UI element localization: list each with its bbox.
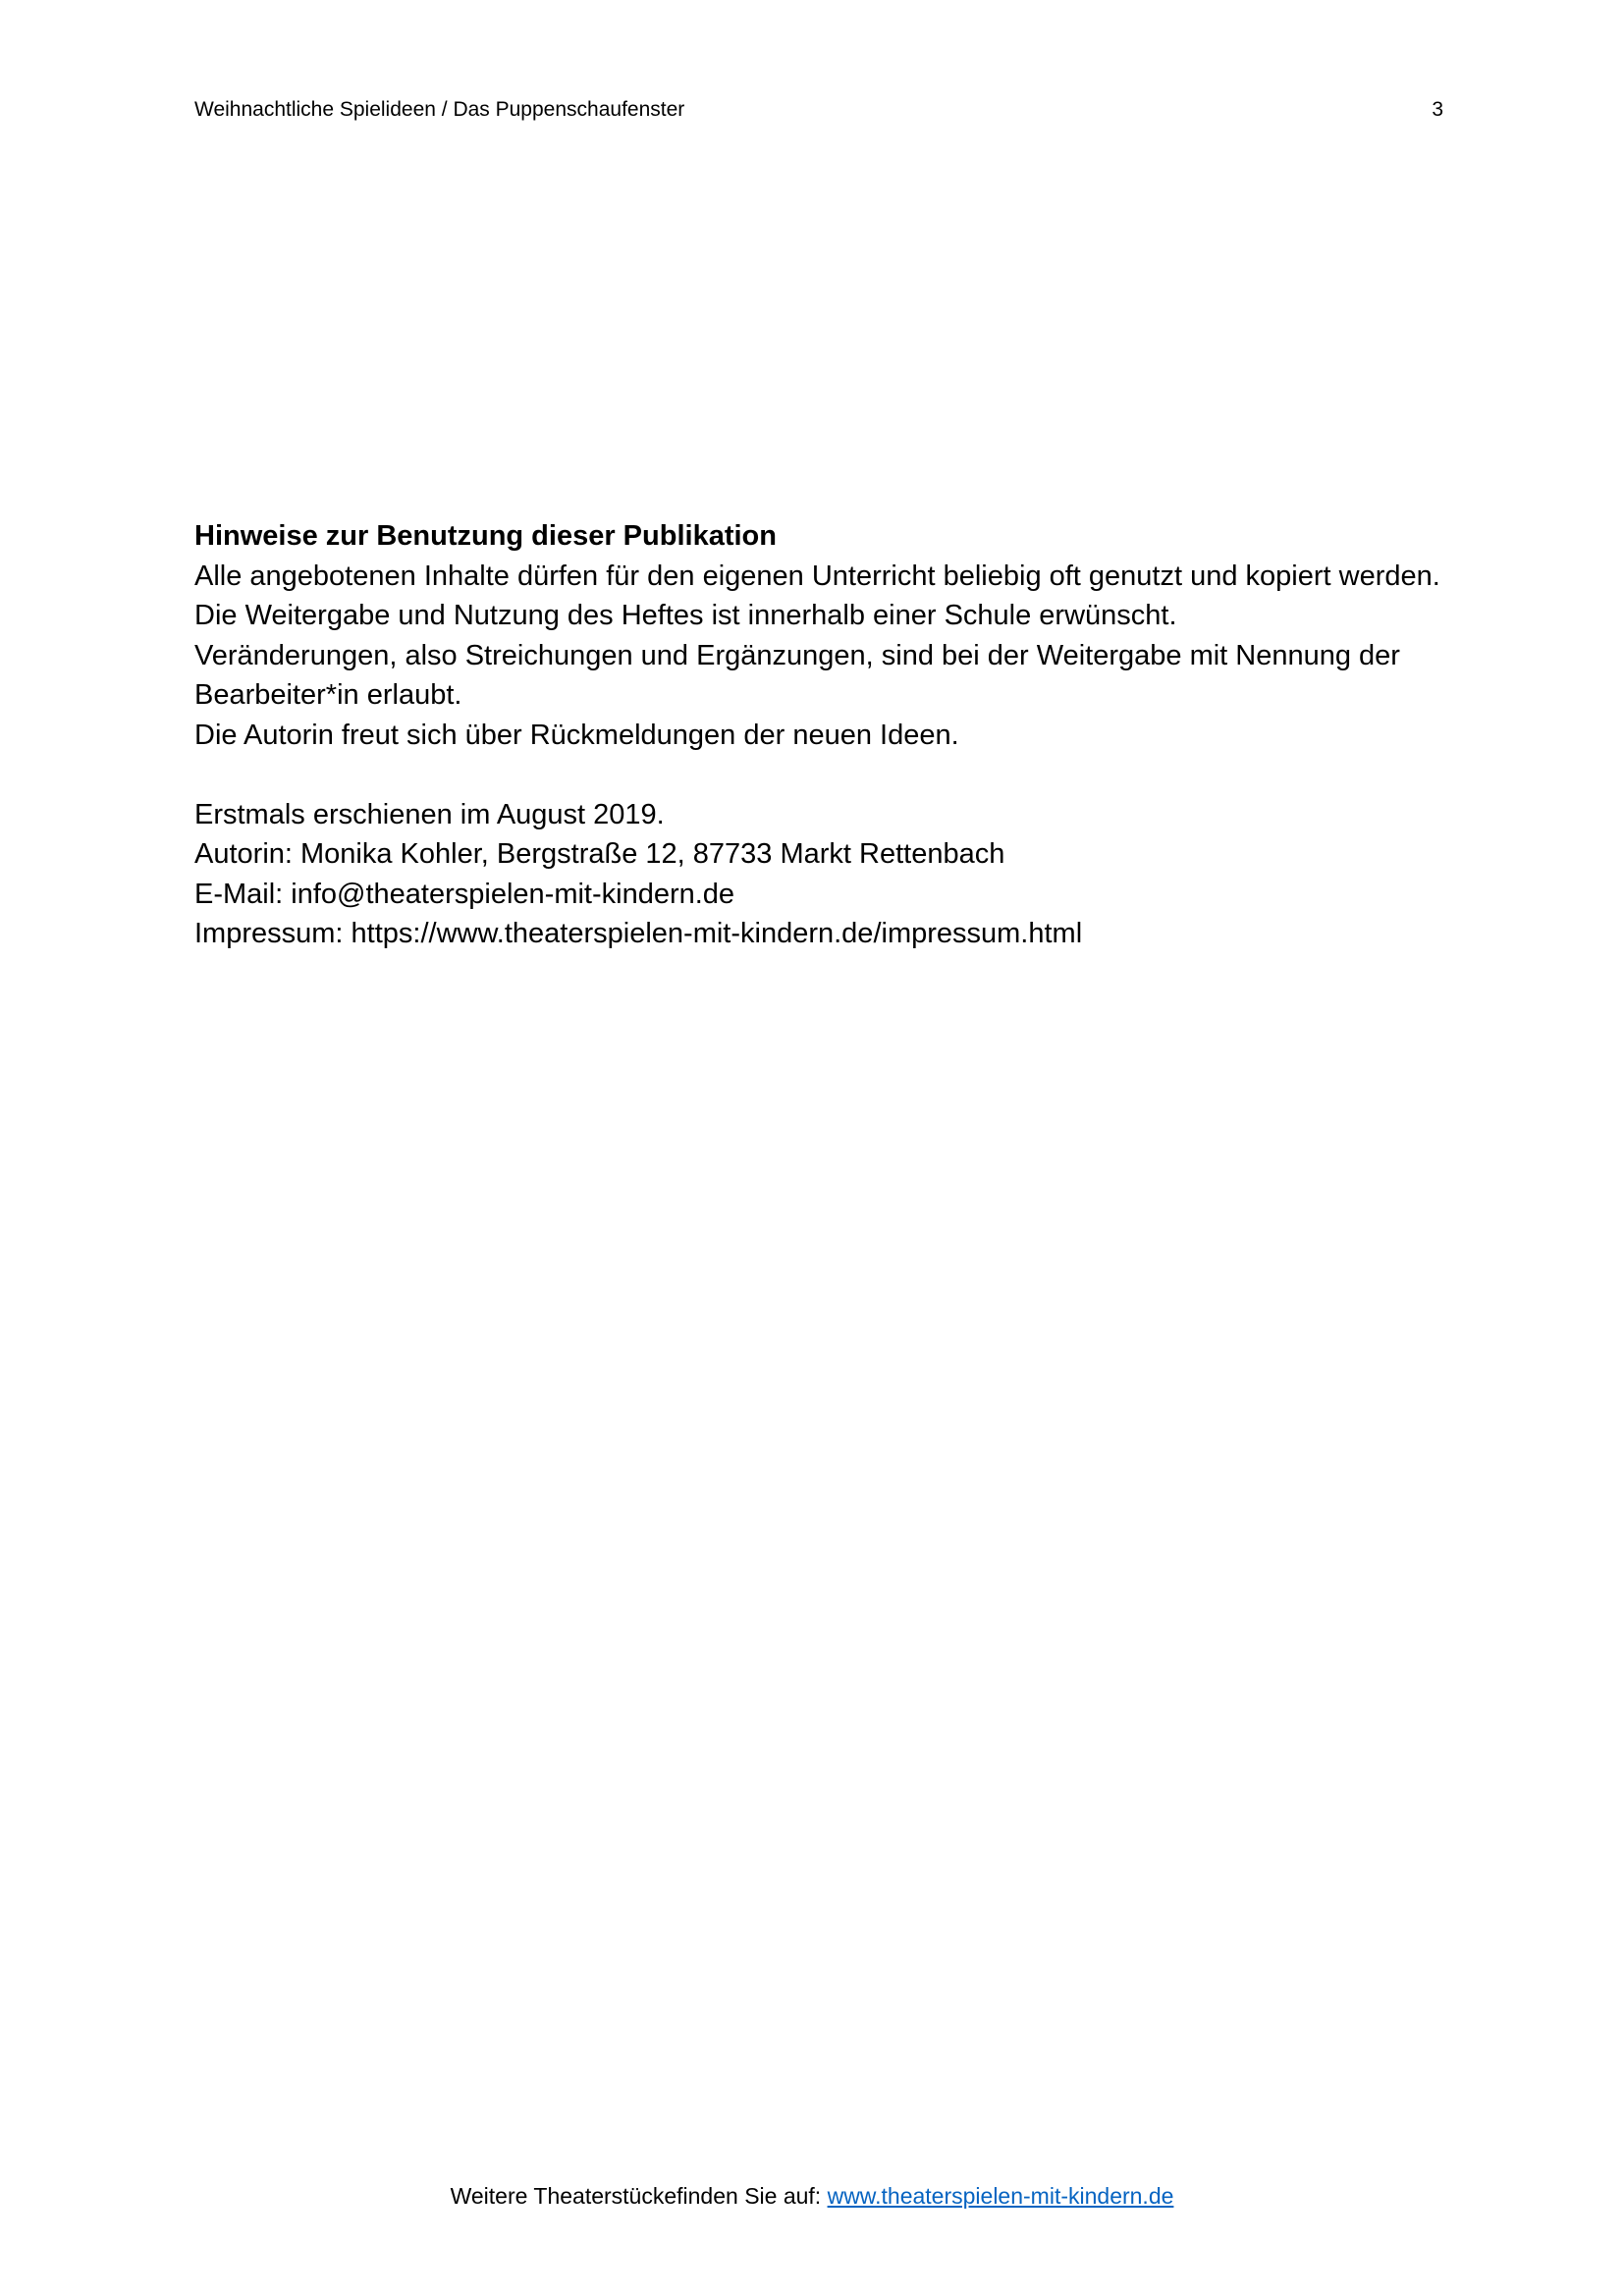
notice-heading: Hinweise zur Benutzung dieser Publikation	[194, 520, 777, 552]
imprint-line: Impressum: https://www.theaterspielen-mit-kindern.de/impressum.html	[194, 918, 1083, 949]
notice-line-usage: Alle angebotenen Inhalte dürfen für den eigenen Unterricht beliebig oft genutzt und kopiert werden.	[194, 560, 1440, 592]
footer-text: Weitere Theaterstückefinden Sie auf:	[450, 2183, 828, 2209]
notice-line-feedback: Die Autorin freut sich über Rückmeldungen der neuen Ideen.	[194, 719, 959, 751]
notice-line-changes: Veränderungen, also Streichungen und Ergänzungen, sind bei der Weitergabe mit Nennung der Bearbeiter*in erlaubt.	[194, 639, 1400, 711]
page-footer	[0, 2183, 1624, 2210]
footer-website-link[interactable]: www.theaterspielen-mit-kindern.de	[827, 2183, 1174, 2209]
page-number: 3	[1432, 98, 1443, 121]
header-title: Weihnachtliche Spielideen / Das Puppenschaufenster	[194, 98, 685, 121]
notice-line-sharing: Die Weitergabe und Nutzung des Heftes ist innerhalb einer Schule erwünscht.	[194, 600, 1177, 631]
main-content	[194, 516, 1443, 954]
first-published: Erstmals erschienen im August 2019.	[194, 798, 665, 830]
author-address: Autorin: Monika Kohler, Bergstraße 12, 87733 Markt Rettenbach	[194, 838, 1005, 870]
page-header	[194, 98, 1443, 122]
email-line: E-Mail: info@theaterspielen-mit-kindern.de	[194, 878, 735, 910]
paragraph-spacer	[194, 755, 1443, 795]
